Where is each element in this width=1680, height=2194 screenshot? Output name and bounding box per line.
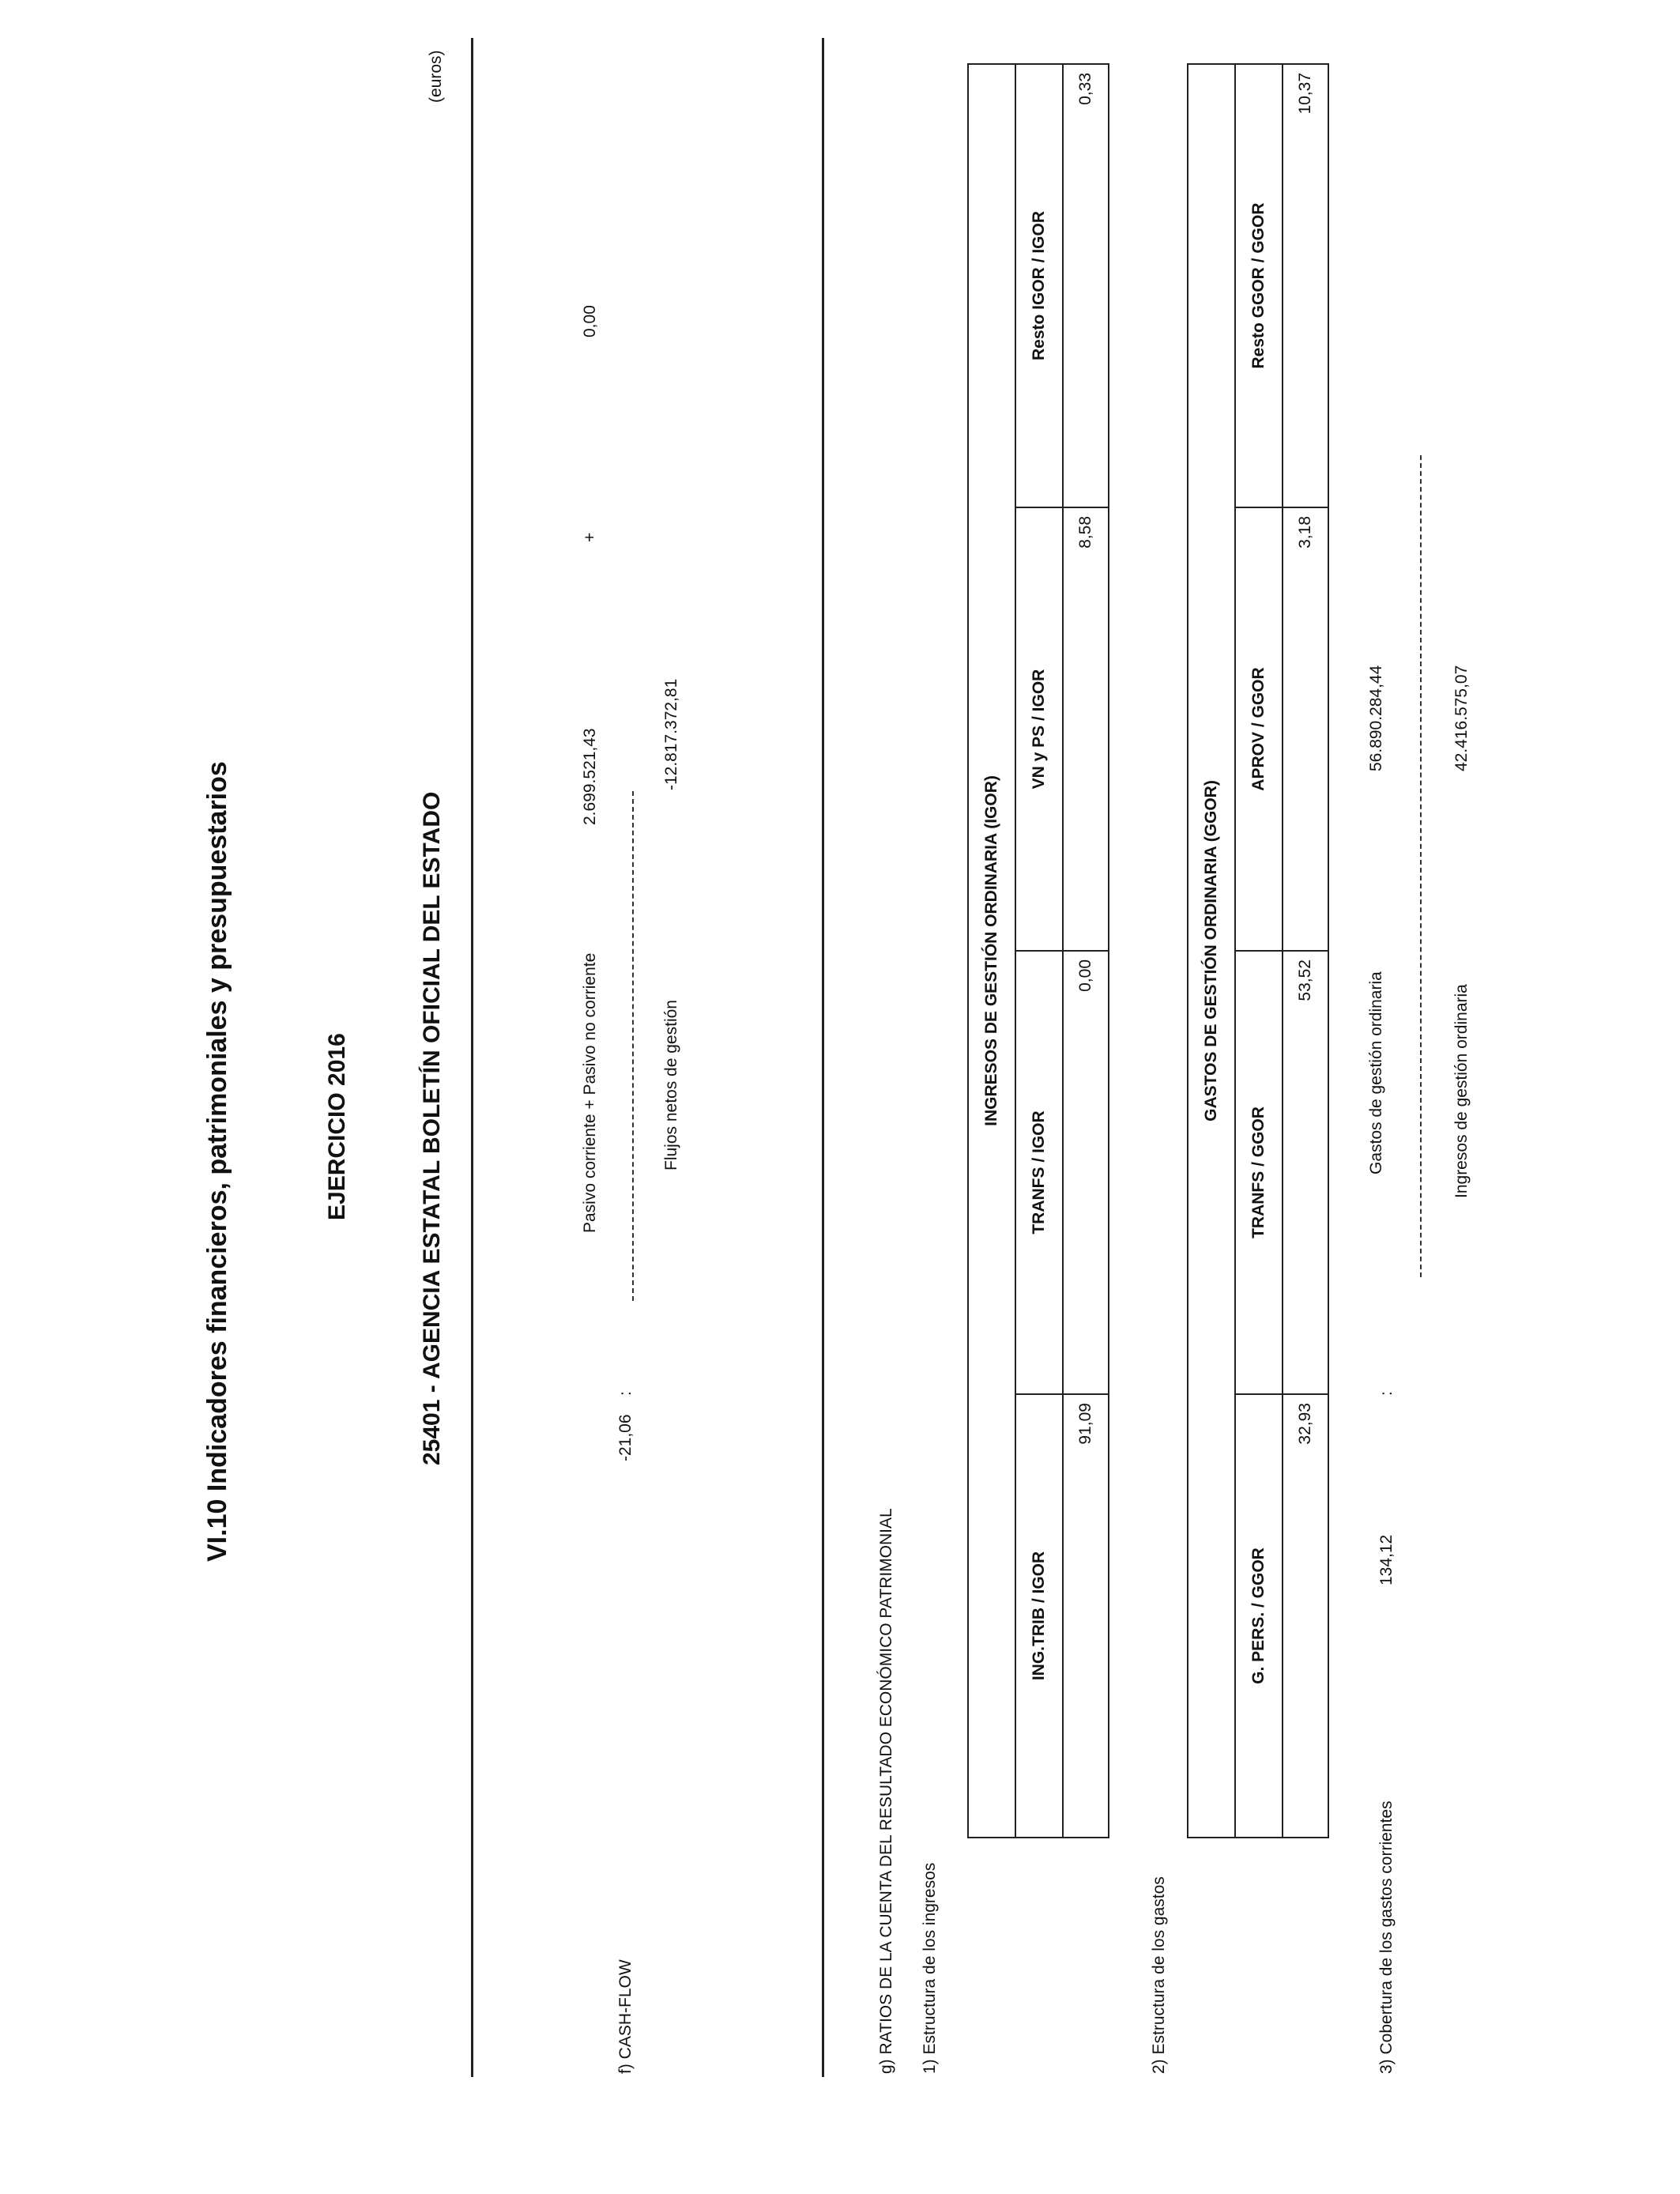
- coverage-denominator-label: Ingresos de gestión ordinaria: [1452, 984, 1471, 1198]
- income-value-cell: 91,09: [1063, 1394, 1109, 1838]
- cashflow-plus-sign: +: [581, 532, 599, 542]
- expense-column-header: Resto GGOR / GGOR: [1235, 64, 1283, 507]
- cashflow-denominator-value: -12.817.372,81: [662, 678, 680, 790]
- coverage-fraction-line: [1420, 455, 1422, 1277]
- cashflow-denominator-label: Flujos netos de gestión: [662, 1000, 680, 1171]
- income-value-cell: 8,58: [1063, 507, 1109, 951]
- expense-column-header: G. PERS. / GGOR: [1235, 1394, 1283, 1838]
- entity-heading: 25401 - AGENCIA ESTATAL BOLETÍN OFICIAL DEL ESTADO: [419, 791, 445, 1465]
- cashflow-numerator-value-1: 2.699.521,43: [581, 728, 599, 825]
- cashflow-colon: :: [616, 1391, 635, 1396]
- income-column-header: VN y PS / IGOR: [1015, 507, 1063, 951]
- expense-group-header: GASTOS DE GESTIÓN ORDINARIA (GGOR): [1188, 64, 1235, 1838]
- cashflow-label: f) CASH-FLOW: [616, 1959, 635, 2074]
- expense-ratios-table: [1187, 63, 1329, 1838]
- coverage-denominator-value: 42.416.575,07: [1452, 665, 1471, 771]
- coverage-colon: :: [1377, 1391, 1396, 1396]
- ratios-section-label: g) RATIOS DE LA CUENTA DEL RESULTADO ECONÓMICO PATRIMONIAL: [877, 1508, 895, 2074]
- expense-column-header: APROV / GGOR: [1235, 507, 1283, 951]
- income-column-header: ING.TRIB / IGOR: [1015, 1394, 1063, 1838]
- currency-label: (euros): [427, 50, 445, 103]
- expense-value-cell: 3,18: [1283, 507, 1328, 951]
- income-value-cell: 0,33: [1063, 64, 1109, 507]
- section-rule: [822, 38, 824, 2077]
- income-value-cell: 0,00: [1063, 951, 1109, 1394]
- coverage-label: 3) Cobertura de los gastos corrientes: [1377, 1800, 1396, 2074]
- coverage-numerator-label: Gastos de gestión ordinaria: [1367, 971, 1385, 1174]
- income-ratios-table: [967, 63, 1109, 1838]
- expense-value-cell: 32,93: [1283, 1394, 1328, 1838]
- expense-value-cell: 10,37: [1283, 64, 1328, 507]
- income-column-header: Resto IGOR / IGOR: [1015, 64, 1063, 507]
- income-group-header: INGRESOS DE GESTIÓN ORDINARIA (IGOR): [968, 64, 1015, 1838]
- header-rule-top: [471, 38, 473, 2077]
- cashflow-value: -21,06: [616, 1414, 635, 1461]
- exercise-heading: EJERCICIO 2016: [324, 1033, 350, 1220]
- cashflow-numerator-value-2: 0,00: [581, 305, 599, 337]
- expense-structure-label: 2) Estructura de los gastos: [1150, 1876, 1168, 2074]
- coverage-value: 134,12: [1377, 1534, 1396, 1585]
- expense-value-cell: 53,52: [1283, 951, 1328, 1394]
- cashflow-fraction-line: [632, 791, 634, 1301]
- expense-column-header: TRANFS / GGOR: [1235, 951, 1283, 1394]
- cashflow-numerator-label: Pasivo corriente + Pasivo no corriente: [581, 952, 599, 1233]
- income-structure-label: 1) Estructura de los ingresos: [921, 1862, 939, 2074]
- income-column-header: TRANFS / IGOR: [1015, 951, 1063, 1394]
- page-title: VI.10 Indicadores financieros, patrimoniales y presupuestarios: [202, 761, 232, 1562]
- coverage-numerator-value: 56.890.284,44: [1367, 665, 1385, 771]
